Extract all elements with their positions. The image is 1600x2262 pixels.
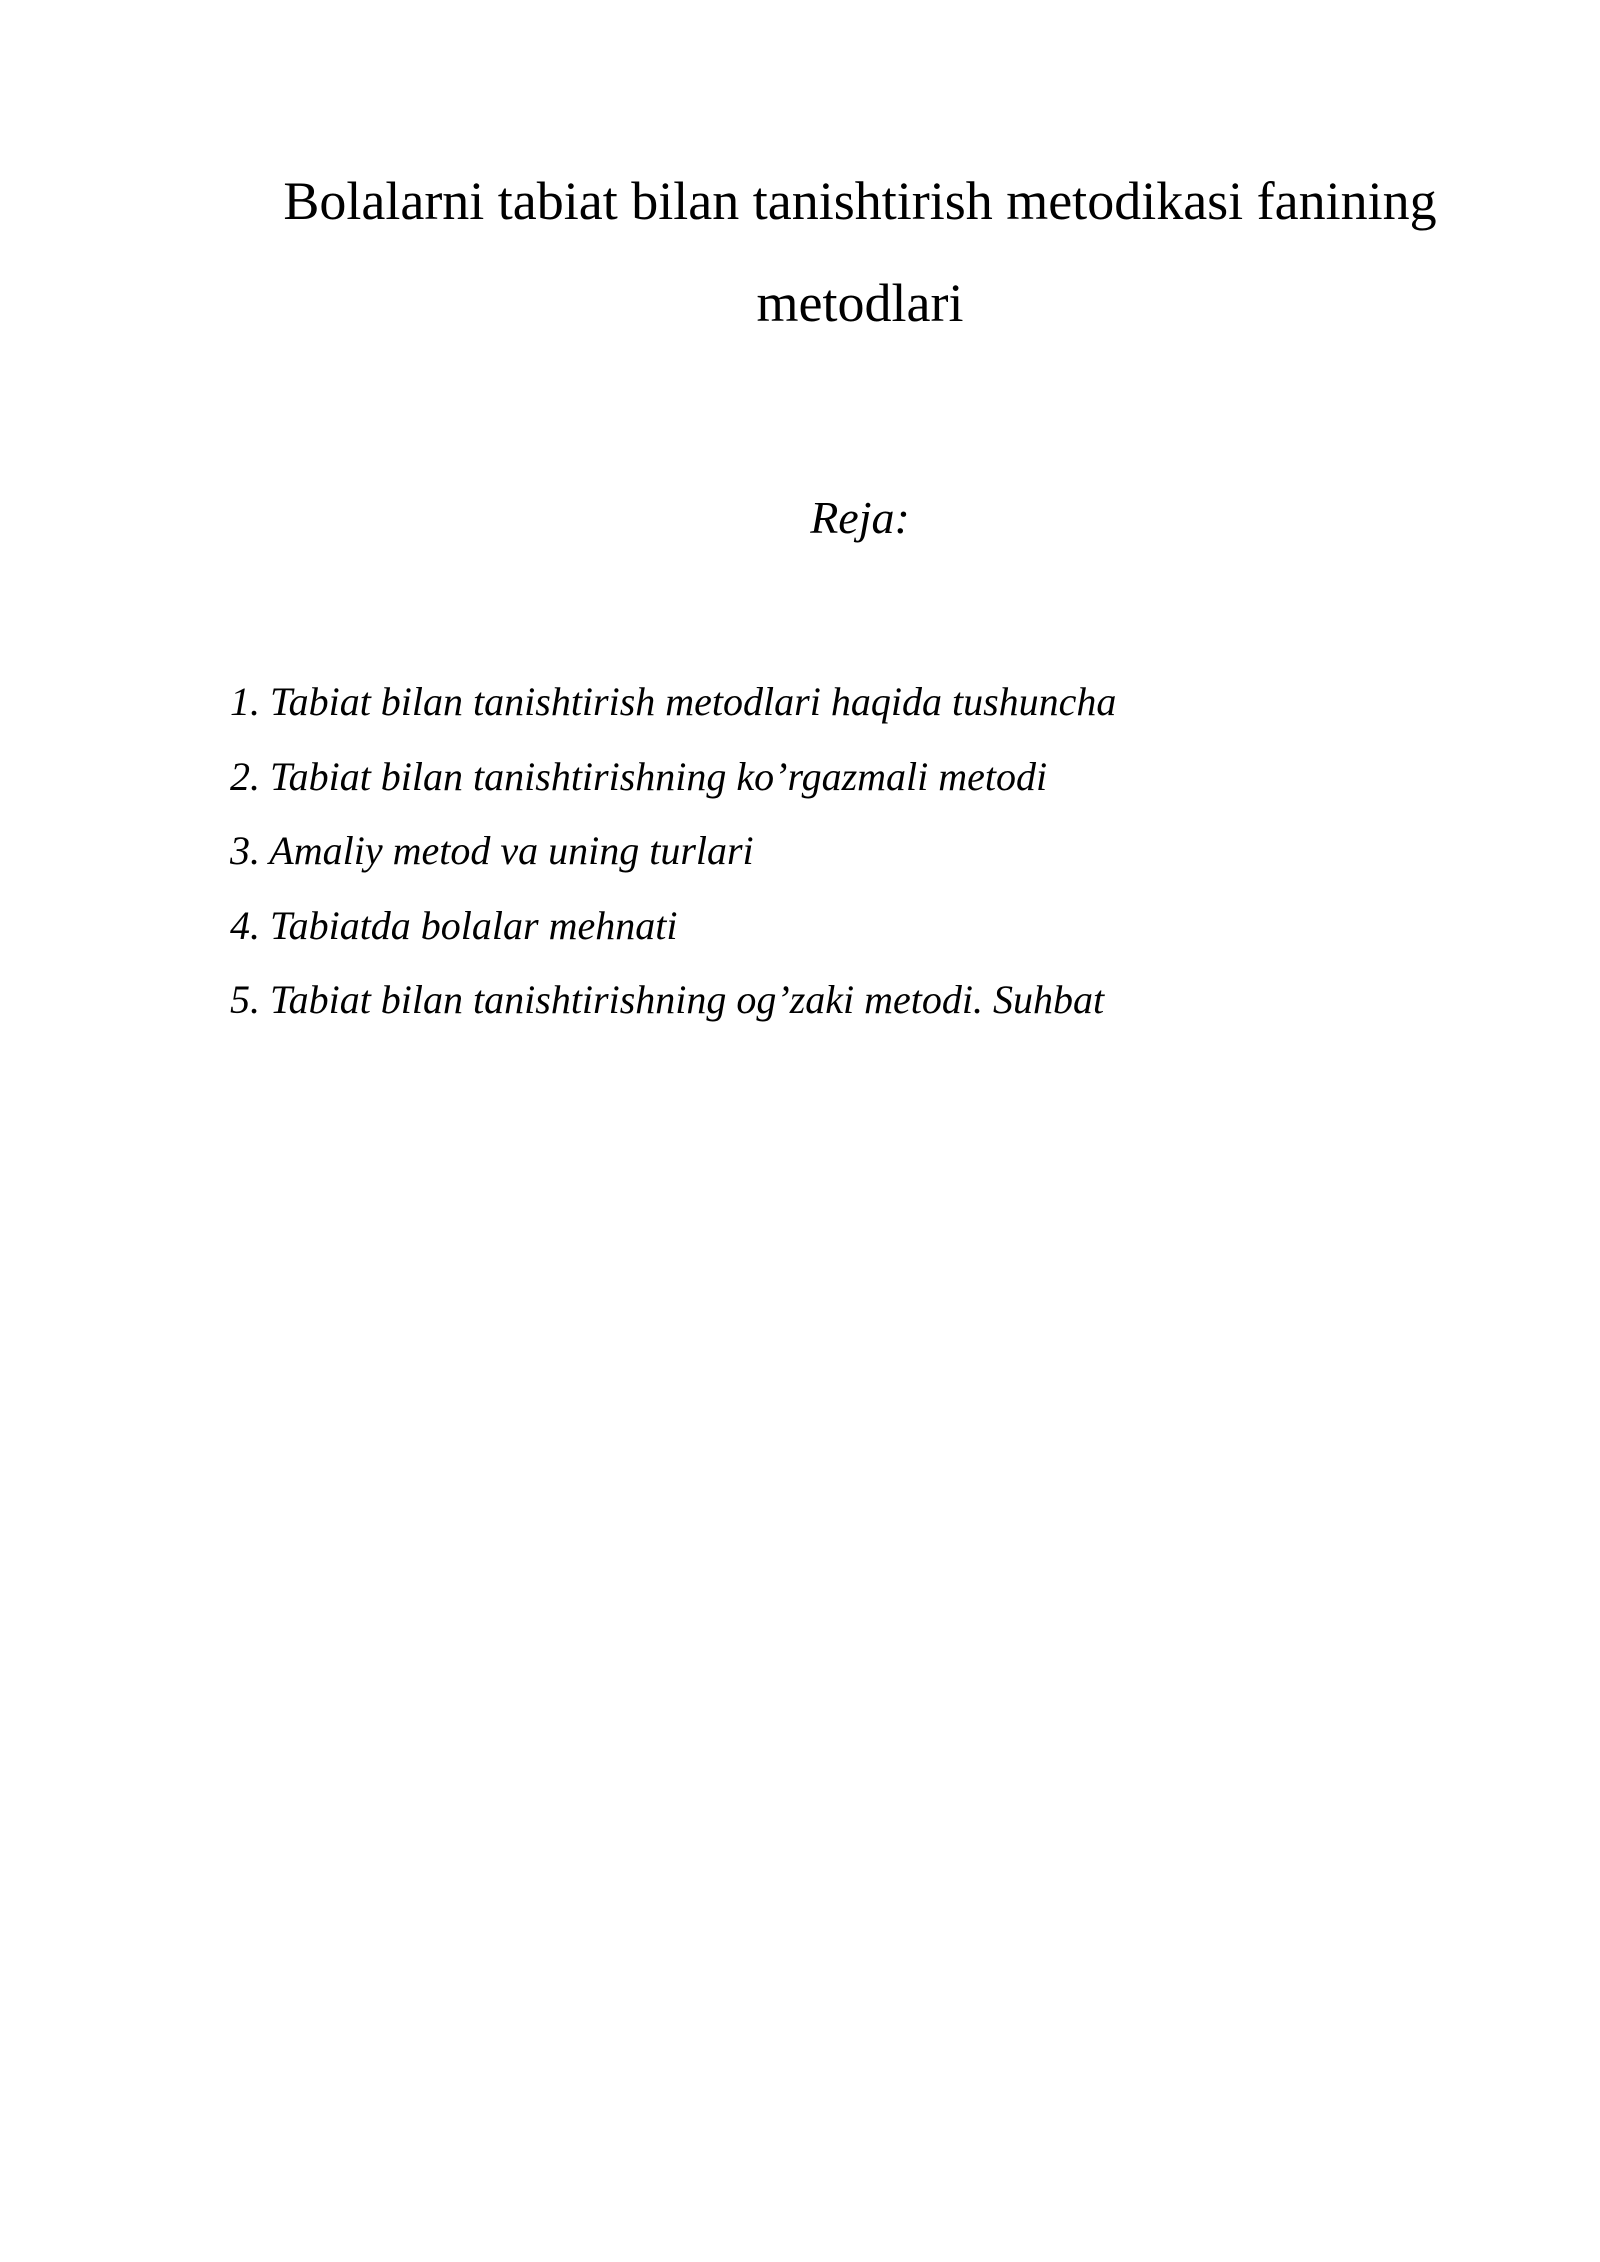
plan-item: 5. Tabiat bilan tanishtirishning og’zaki metodi. Suhbat <box>230 977 1105 1022</box>
plan-list <box>230 665 1530 1038</box>
plan-item: 2. Tabiat bilan tanishtirishning ko’rgazmali metodi <box>230 753 1048 799</box>
plan-item: 3. Amaliy metod va uning turlari <box>230 828 754 873</box>
plan-item: 4. Tabiatda bolalar mehnati <box>230 902 678 948</box>
plan-heading: Reja: <box>810 492 910 543</box>
page-title: Bolalarni tabiat bilan tanishtirish metodikasi fanining metodlari <box>283 171 1437 333</box>
plan-item: 1. Tabiat bilan tanishtirish metodlari haqida tushuncha <box>230 679 1117 724</box>
